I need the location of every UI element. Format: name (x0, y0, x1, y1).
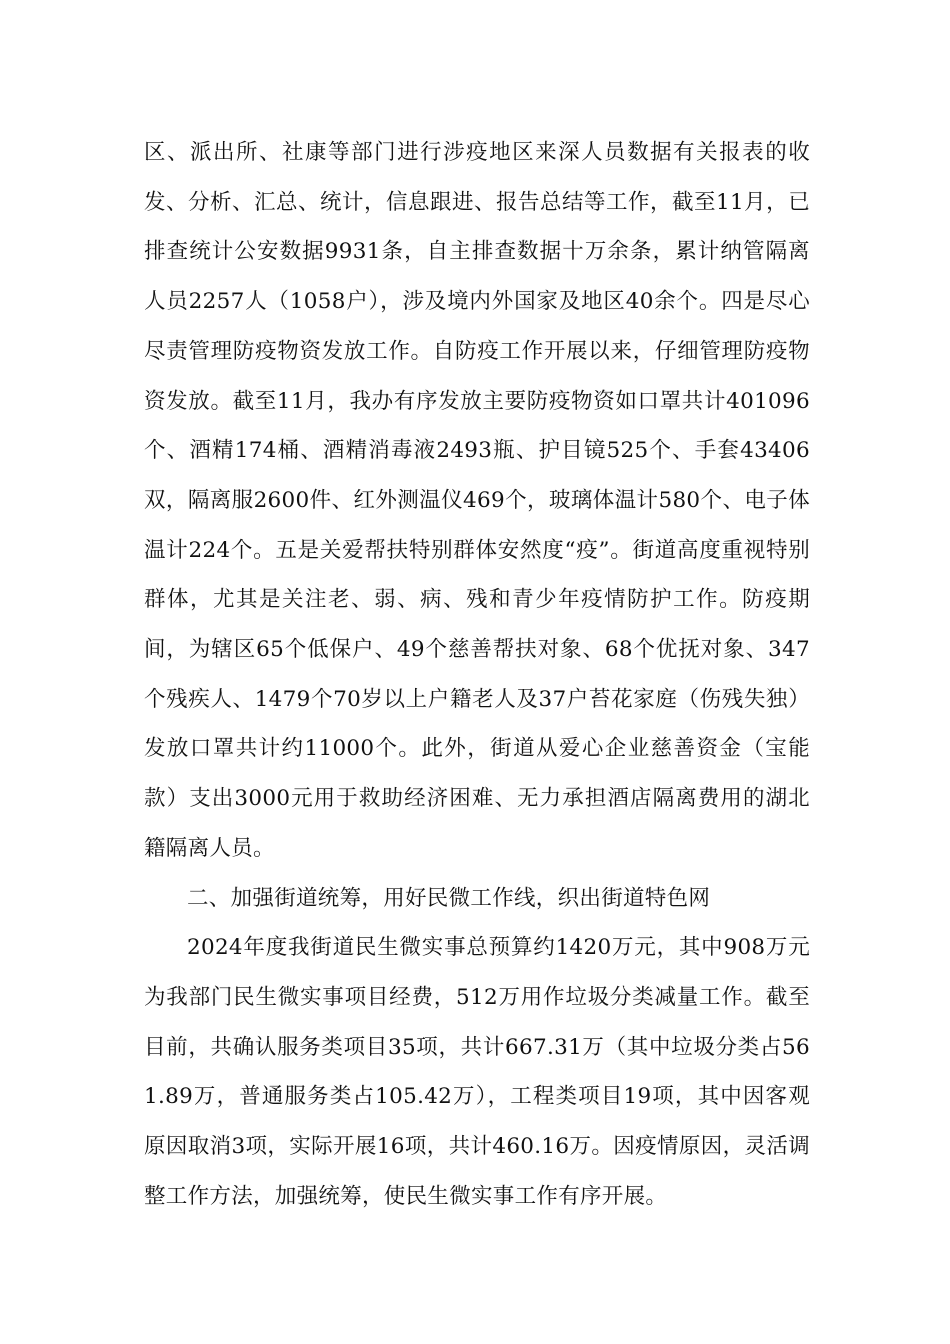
paragraph-continuation: 区、派出所、社康等部门进行涉疫地区来深人员数据有关报表的收发、分析、汇总、统计，信息跟进、报告总结等工作，截至11月，已排查统计公安数据9931条，自主排查数据十万余条，累计纳管隔离人员2257人（1058户），涉及境内外国家及地区40余个。四是尽心尽责管理防疫物资发放工作。自防疫工作开展以来，仔细管理防疫物资发放。截至11月，我办有序发放主要防疫物资如口罩共计401096个、酒精174桶、酒精消毒液2493瓶、护目镜525个、手套43406双，隔离服2600件、红外测温仪469个，玻璃体温计580个、电子体温计224个。五是关爱帮扶特别群体安然度“疫”。街道高度重视特别群体，尤其是关注老、弱、病、残和青少年疫情防护工作。防疫期间，为辖区65个低保户、49个慈善帮扶对象、68个优抚对象、347个残疾人、1479个70岁以上户籍老人及37户苔花家庭（伤残失独）发放口罩共计约11000个。此外，街道从爱心企业慈善资金（宝能款）支出3000元用于救助经济困难、无力承担酒店隔离费用的湖北籍隔离人员。 (144, 140, 810, 861)
document-page (144, 128, 810, 1221)
section-heading: 二、加强街道统筹，用好民微工作线，织出街道特色网 (187, 885, 711, 911)
paragraph-budget: 2024年度我街道民生微实事总预算约1420万元，其中908万元为我部门民生微实事项目经费，512万用作垃圾分类减量工作。截至目前，共确认服务类项目35项，共计667.31万（其中垃圾分类占561.89万，普通服务类占105.42万），工程类项目19项，其中因客观原因取消3项，实际开展16项，共计460.16万。因疫情原因，灵活调整工作方法，加强统筹，使民生微实事工作有序开展。 (144, 935, 810, 1209)
